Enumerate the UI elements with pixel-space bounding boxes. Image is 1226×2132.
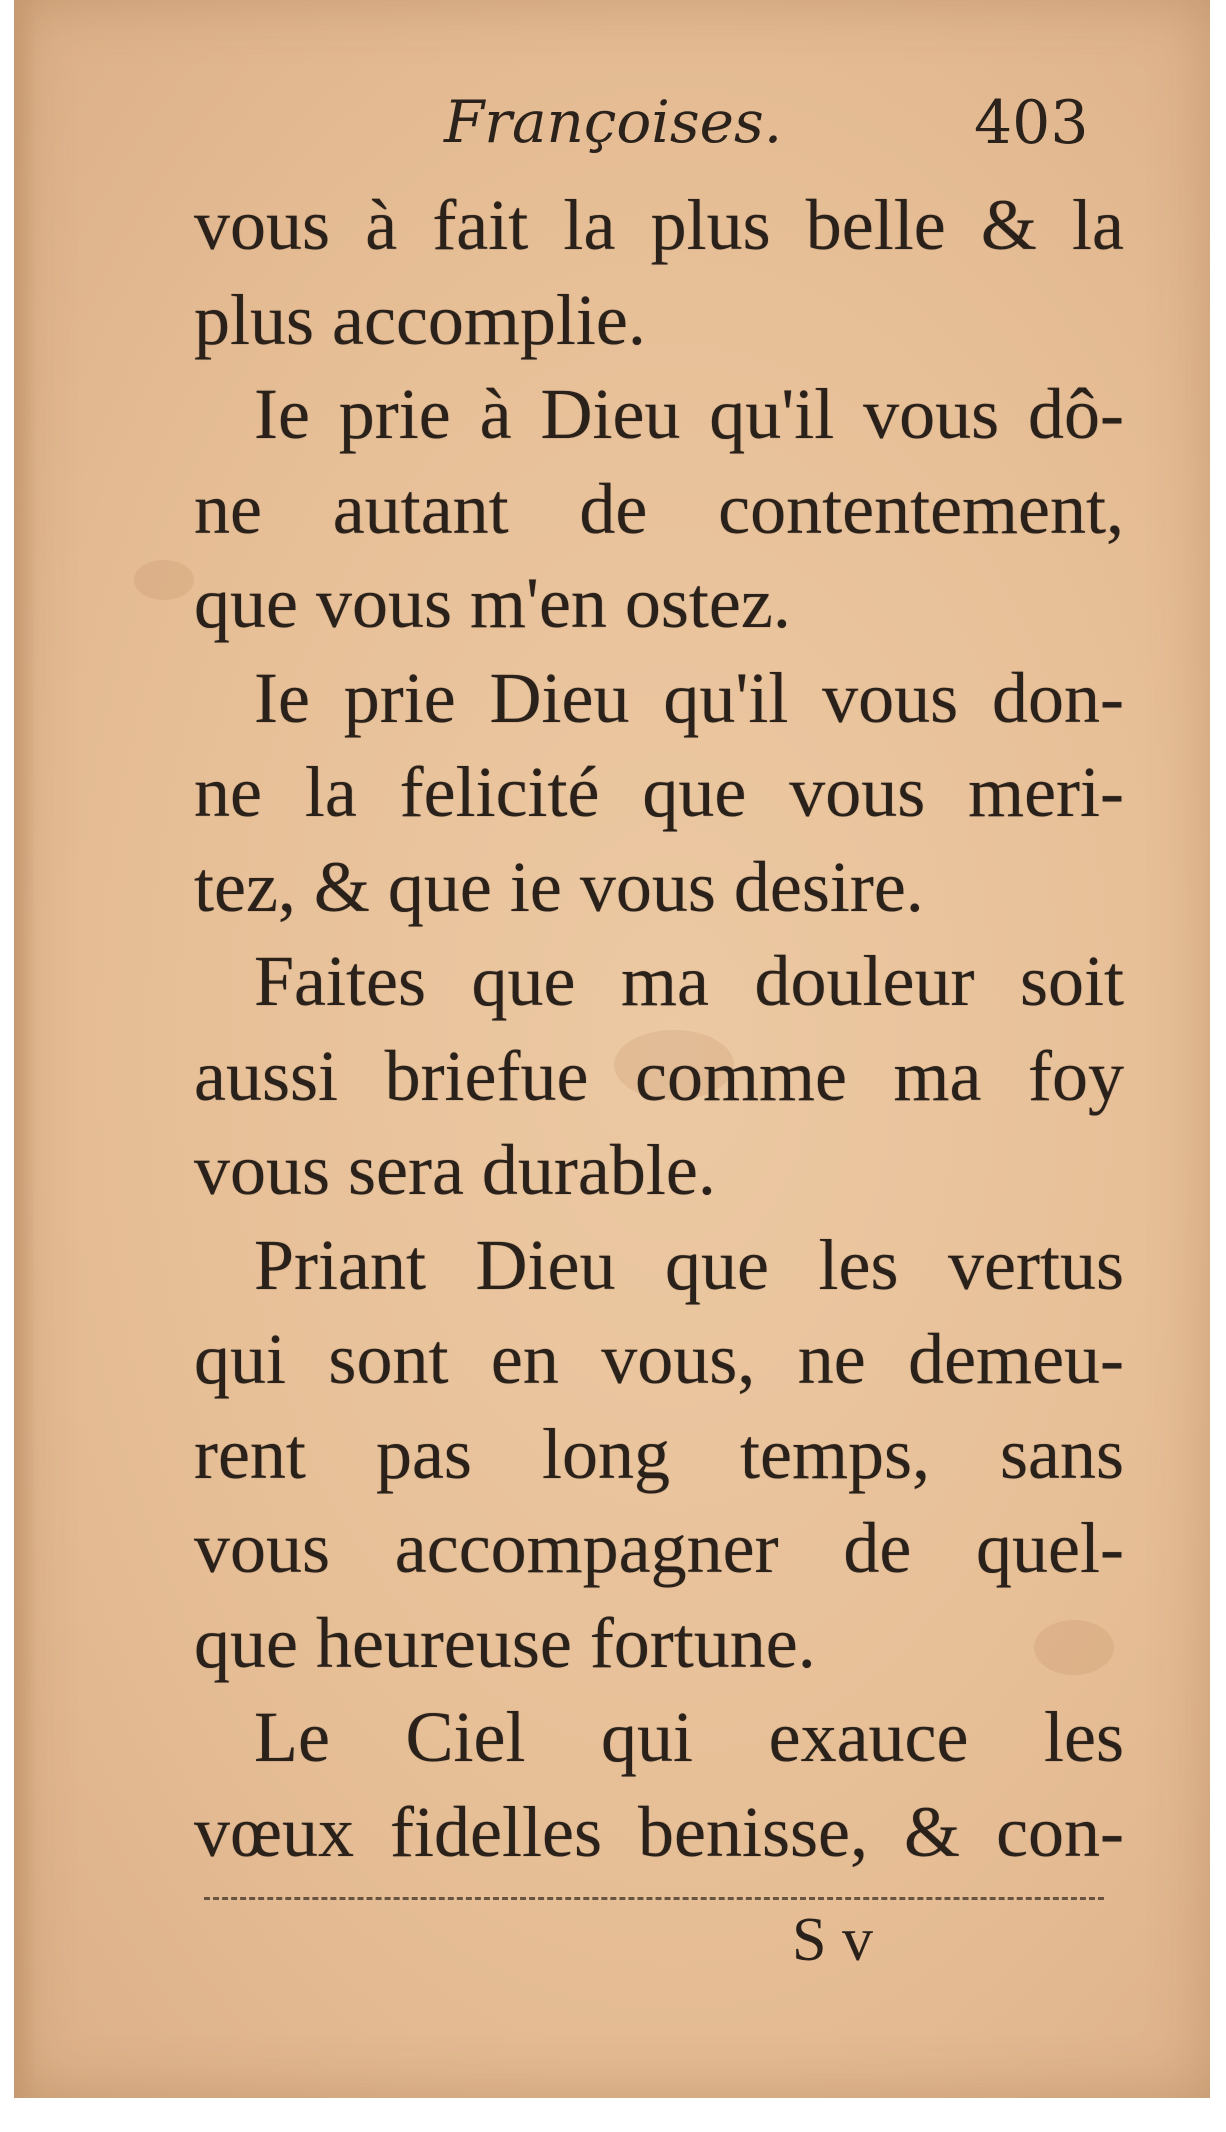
text-line: qui sont en vous, ne demeu- xyxy=(194,1319,1124,1399)
signature-mark: S v xyxy=(792,1906,873,1974)
text-line: Faites que ma douleur soit xyxy=(254,941,1124,1021)
text-line: aussi briefue comme ma foy xyxy=(194,1035,1124,1116)
text-line: tez, & que ie vous desire. xyxy=(194,846,924,927)
text-line: vous à fait la plus belle & la xyxy=(194,185,1124,265)
bottom-rule xyxy=(204,1897,1104,1900)
paper-stain xyxy=(134,560,194,600)
text-line: Priant Dieu que les vertus xyxy=(254,1224,1124,1305)
text-line: rent pas long temps, sans xyxy=(194,1413,1124,1494)
text-line: vous accompagner de quel- xyxy=(194,1508,1124,1588)
text-line: que vous m'en ostez. xyxy=(194,563,791,643)
body-text xyxy=(194,178,1124,1879)
text-line: Ie prie à Dieu qu'il vous dô- xyxy=(254,374,1124,454)
page-number: 403 xyxy=(974,88,1089,158)
text-line: plus accomplie. xyxy=(194,279,646,360)
text-line: que heureuse fortune. xyxy=(194,1602,816,1683)
text-line: ne autant de contentement, xyxy=(194,468,1124,549)
running-head: Françoises. xyxy=(444,88,783,156)
text-line: vous sera durable. xyxy=(194,1130,716,1210)
text-line: ne la felicité que vous meri- xyxy=(194,752,1124,832)
page-header xyxy=(14,88,1210,178)
text-line: vœux fidelles benisse, & con- xyxy=(194,1791,1124,1872)
book-page xyxy=(14,0,1210,2098)
text-line: Le Ciel qui exauce les xyxy=(254,1697,1124,1777)
page-edge-shadow xyxy=(14,0,36,2098)
text-line: Ie prie Dieu qu'il vous don- xyxy=(254,657,1124,738)
